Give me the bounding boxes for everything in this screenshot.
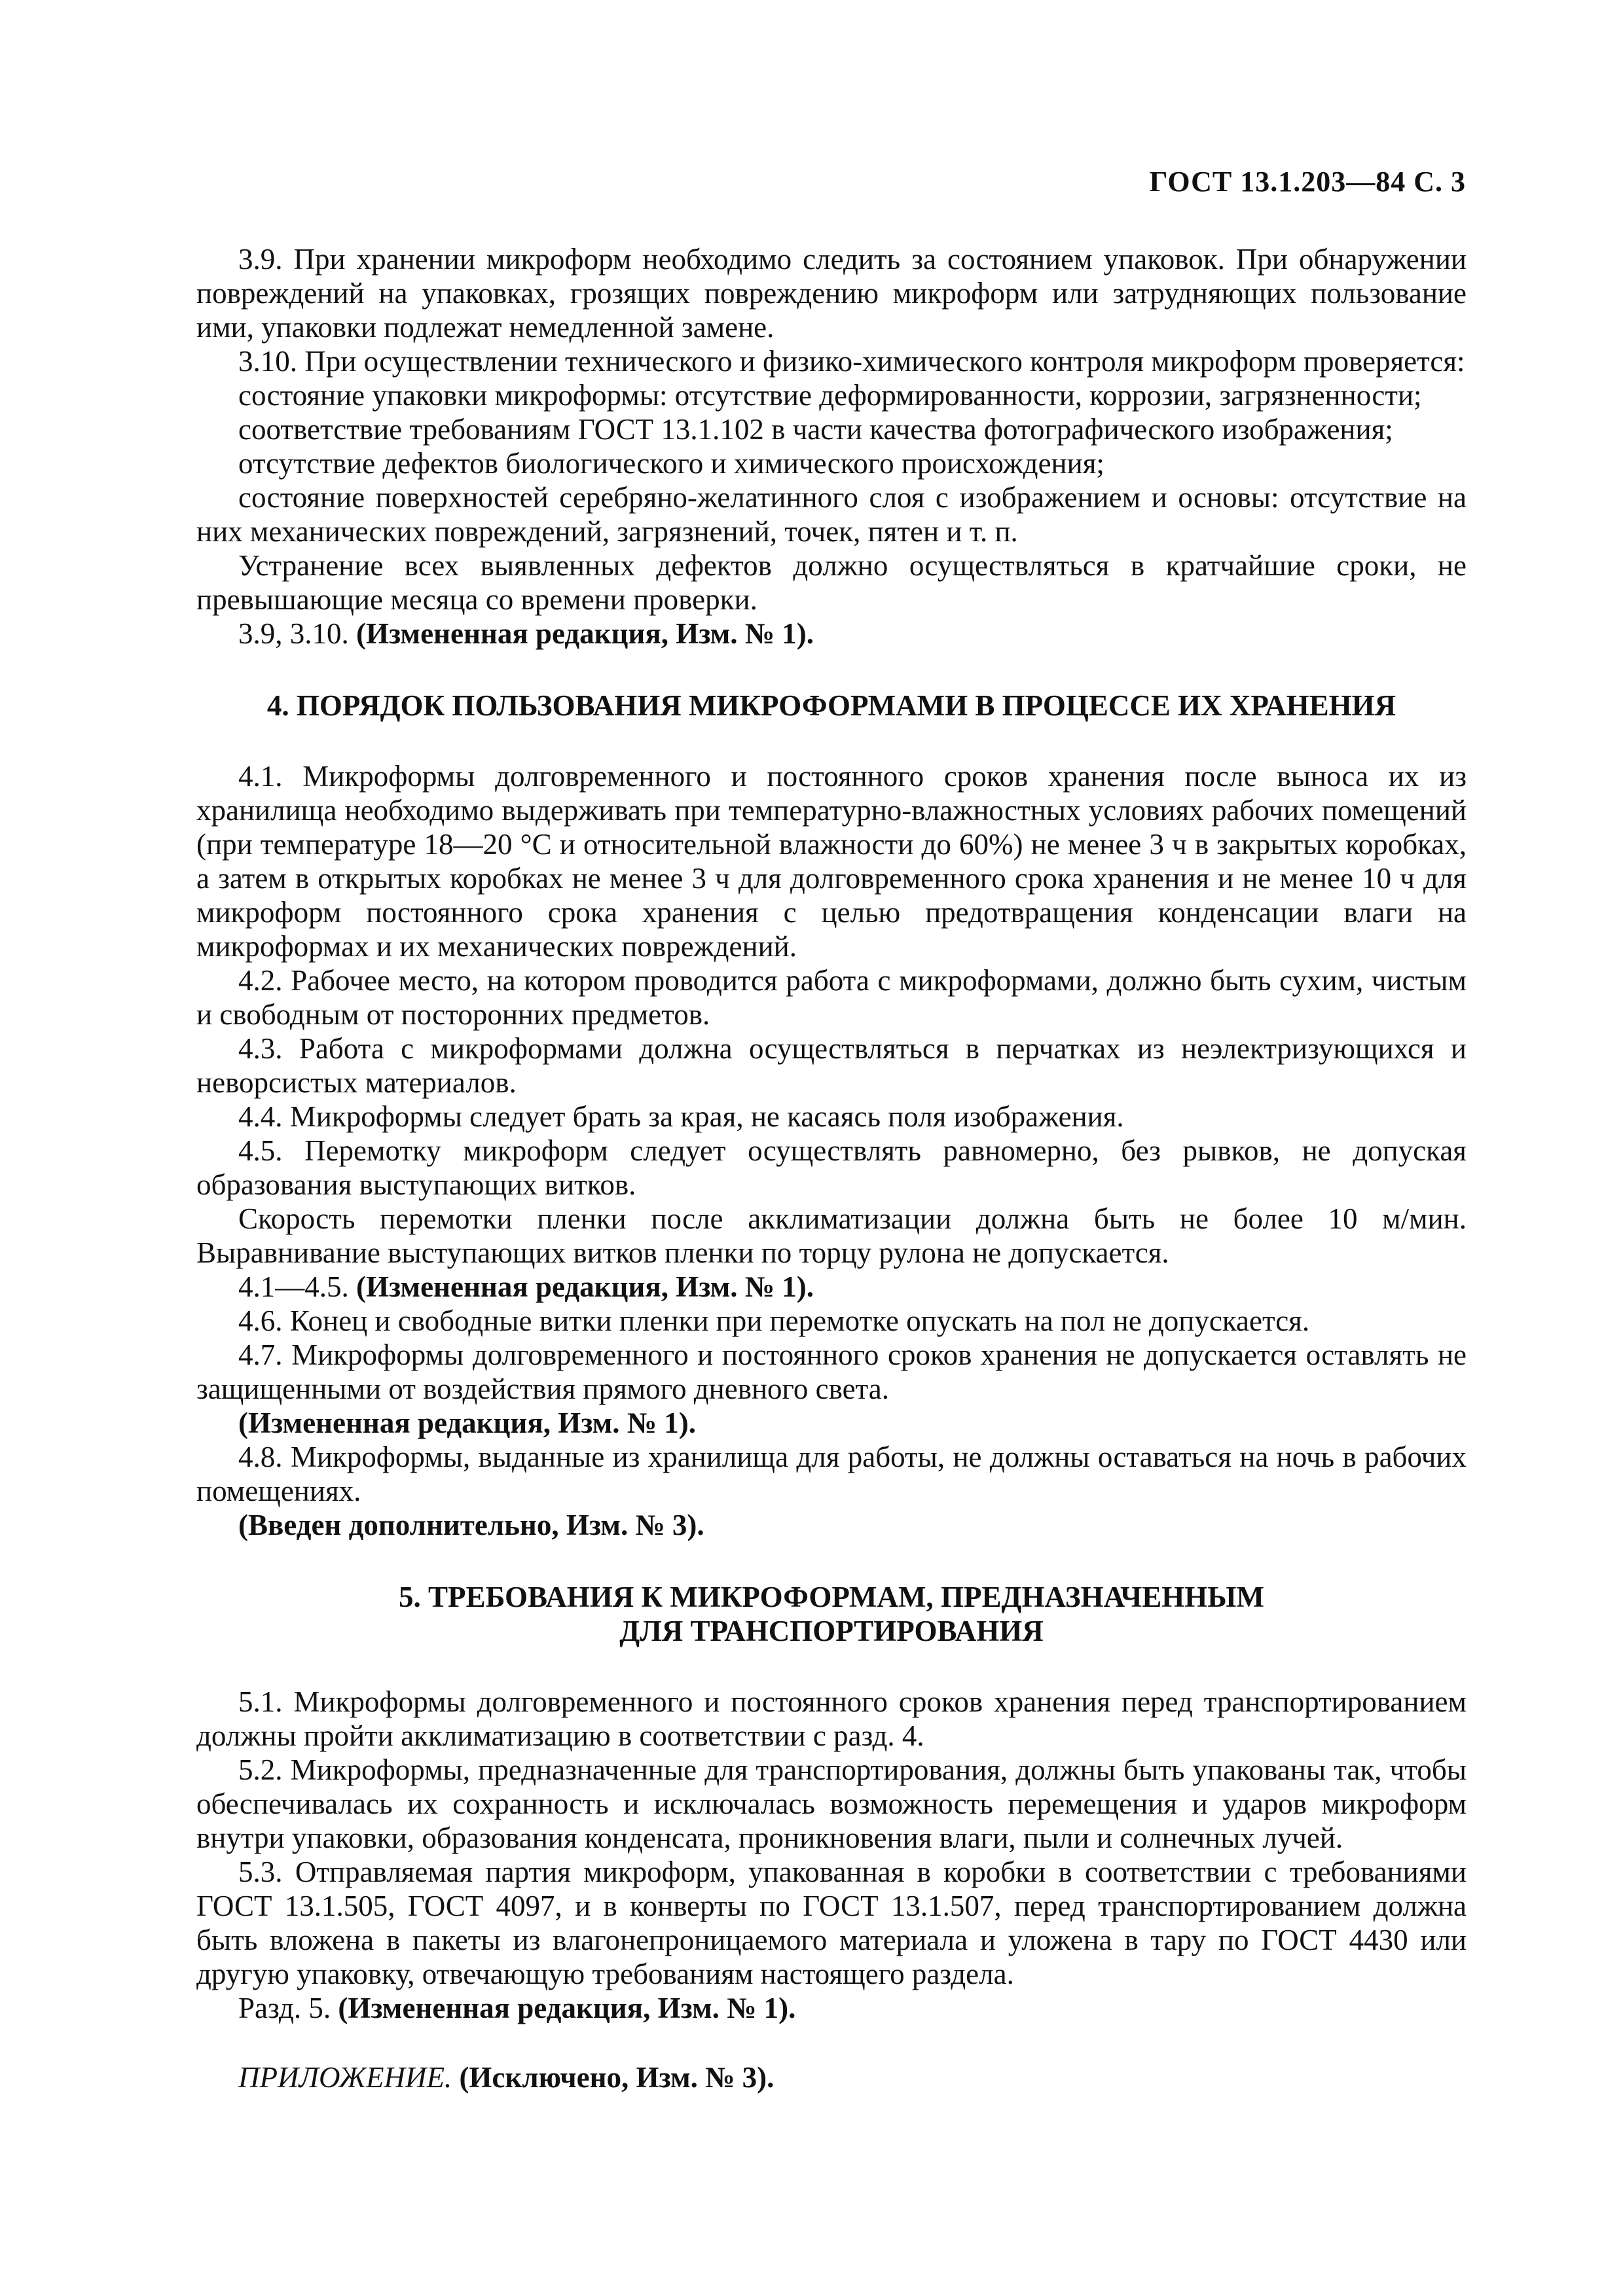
amendment-note-text: (Измененная редакция, Изм. № 1). <box>356 617 814 650</box>
appendix-status: (Исключено, Изм. № 3). <box>452 2061 775 2094</box>
clause-4-2: 4.2. Рабочее место, на котором проводится работа с микроформами, должно быть сухим, чистым и свободным от посторонних предметов. <box>196 964 1467 1031</box>
clause-4-3: 4.3. Работа с микроформами должна осуществляться в перчатках из неэлектризующихся и неворсистых материалов. <box>196 1032 1467 1099</box>
clause-4-1: 4.1. Микроформы долговременного и постоянного сроков хранения после выноса их из хранилища необходимо выдерживать при температурно-влажностных условиях рабочих помещений (при температуре 18—20 °С и относительной влажности до 60%) не менее 3 ч в закрытых коробках, а затем в открытых коробках не менее 3 ч для долговременного срока хранения и не менее 10 ч для микроформ постоянного срока хранения с целью предотвращения конденсации влаги на микроформах и их механических повреждений. <box>196 760 1467 963</box>
amendment-note-3 <box>196 617 1467 651</box>
amendment-note-ref: 4.1—4.5. <box>238 1270 356 1303</box>
amendment-note-ref: Разд. 5. <box>238 1992 338 2024</box>
section-5-title <box>196 1580 1467 1648</box>
check-item-1: состояние упаковки микроформы: отсутствие деформированности, коррозии, загрязненности; <box>238 379 1422 412</box>
clause-5-3: 5.3. Отправляемая партия микроформ, упакованная в коробки в соответствии с требованиями ГОСТ 13.1.505, ГОСТ 4097, и в конверты по ГОСТ 13.1.507, перед транспортированием должна быть вложена в пакеты из влагонепроницаемого материала и уложена в тару по ГОСТ 4430 или другую упаковку, отвечающую требованиям настоящего раздела. <box>196 1856 1467 1990</box>
section-5-title-line-2: ДЛЯ ТРАНСПОРТИРОВАНИЯ <box>619 1615 1044 1647</box>
clause-4-7: 4.7. Микроформы долговременного и постоянного сроков хранения не допускается оставлять не защищенными от воздействия прямого дневного света. <box>196 1338 1467 1405</box>
clause-3-9: 3.9. При хранении микроформ необходимо следить за состоянием упаковок. При обнаружении повреждений на упаковках, грозящих повреждению микроформ или затрудняющих пользование ими, упаковки подлежат немедленной замене. <box>196 243 1467 344</box>
amendment-note-ref: 3.9, 3.10. <box>238 617 356 650</box>
clause-5-2: 5.2. Микроформы, предназначенные для транспортирования, должны быть упакованы так, чтобы обеспечивалась их сохранность и исключалась возможность перемещения и ударов микроформ внутри упаковки, образования конденсата, проникновения влаги, пыли и солнечных лучей. <box>196 1753 1467 1854</box>
amendment-note-4-8 <box>196 1508 1467 1542</box>
rewind-speed-paragraph: Скорость перемотки пленки после акклиматизации должна быть не более 10 м/мин. Выравнивание выступающих витков пленки по торцу рулона не допускается. <box>196 1202 1467 1269</box>
document-body <box>196 242 1467 2124</box>
section-4-title: 4. ПОРЯДОК ПОЛЬЗОВАНИЯ МИКРОФОРМАМИ В ПРОЦЕССЕ ИХ ХРАНЕНИЯ <box>266 689 1396 722</box>
clause-5-1: 5.1. Микроформы долговременного и постоянного сроков хранения перед транспортированием должны пройти акклиматизацию в соответствии с разд. 4. <box>196 1685 1467 1752</box>
amendment-note-4-7 <box>196 1406 1467 1440</box>
amendment-note-section-5 <box>196 1991 1467 2025</box>
amendment-note-text: (Измененная редакция, Изм. № 1). <box>238 1407 697 1439</box>
appendix-note <box>196 2060 1467 2094</box>
clause-4-6: 4.6. Конец и свободные витки пленки при перемотке опускать на пол не допускается. <box>238 1304 1310 1337</box>
check-item-4: состояние поверхностей серебряно-желатинного слоя с изображением и основы: отсутствие на них механических повреждений, загрязнений, точек, пятен и т. п. <box>196 481 1467 548</box>
clause-4-8: 4.8. Микроформы, выданные из хранилища для работы, не должны оставаться на ночь в рабочих помещениях. <box>196 1441 1467 1507</box>
amendment-note-text: (Измененная редакция, Изм. № 1). <box>356 1270 814 1303</box>
appendix-label: ПРИЛОЖЕНИЕ. <box>238 2061 452 2094</box>
check-item-2: соответствие требованиям ГОСТ 13.1.102 в части качества фотографического изображения; <box>238 413 1393 446</box>
amendment-note-text: (Введен дополнительно, Изм. № 3). <box>238 1509 704 1541</box>
check-item-3: отсутствие дефектов биологического и химического происхождения; <box>238 447 1104 480</box>
amendment-note-4-1-4-5 <box>196 1270 1467 1304</box>
clause-3-10: 3.10. При осуществлении технического и физико-химического контроля микроформ проверяется: <box>238 345 1465 378</box>
clause-4-4: 4.4. Микроформы следует брать за края, не касаясь поля изображения. <box>238 1100 1124 1133</box>
running-header: ГОСТ 13.1.203—84 С. 3 <box>1149 166 1466 198</box>
section-5-title-line-1: 5. ТРЕБОВАНИЯ К МИКРОФОРМАМ, ПРЕДНАЗНАЧЕННЫМ <box>399 1581 1264 1613</box>
amendment-note-text: (Измененная редакция, Изм. № 1). <box>338 1992 796 2024</box>
clause-4-5: 4.5. Перемотку микроформ следует осуществлять равномерно, без рывков, не допуская образования выступающих витков. <box>196 1134 1467 1201</box>
defects-paragraph: Устранение всех выявленных дефектов должно осуществляться в кратчайшие сроки, не превышающие месяца со времени проверки. <box>196 549 1467 616</box>
